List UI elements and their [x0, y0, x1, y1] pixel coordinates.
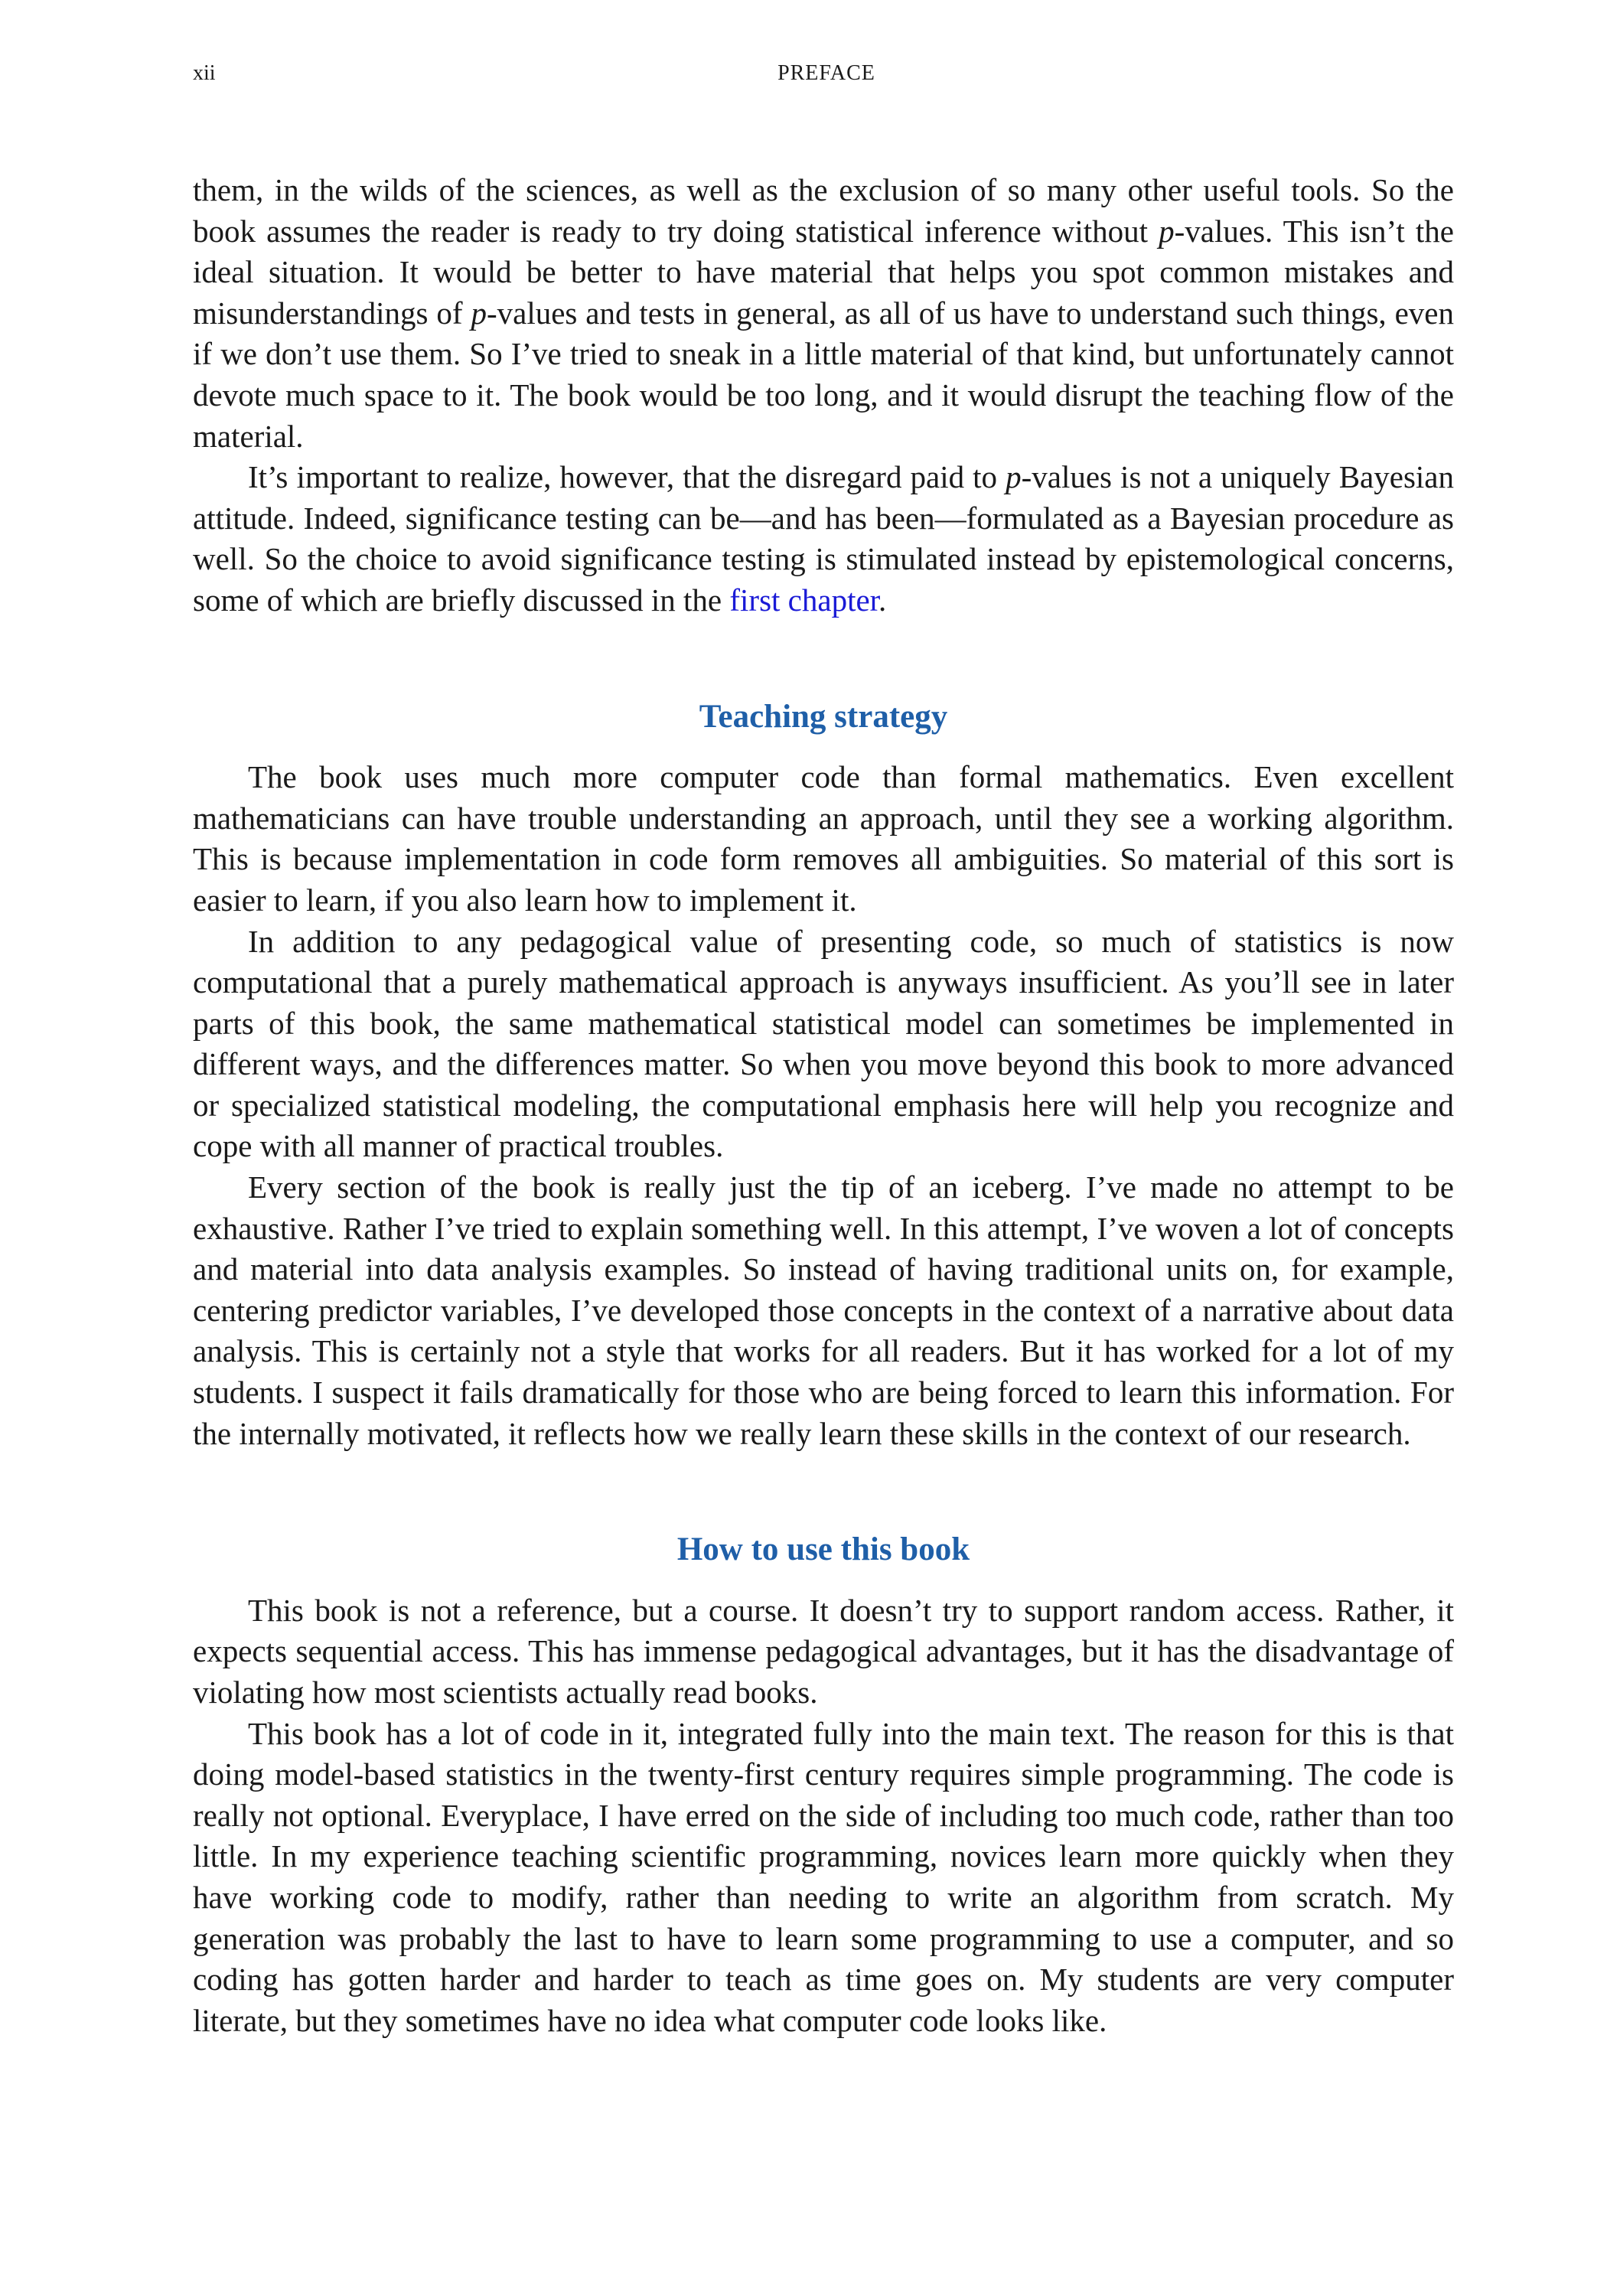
text-run: -values is not a uniquely Bayesian attitude. Indeed, significance testing can be—and has been—formulated as a Bayesian procedure as well. So the choice to avoid significance testing is stimulated instead by epistemological concerns, some of which are briefly discussed in the [193, 459, 1454, 618]
italic-p: p [1006, 459, 1022, 495]
paragraph-teaching-1: The book uses much more computer code than formal mathematics. Even excellent mathematicians can have trouble understanding an approach, until they see a working algorithm. This is because implementation in code form removes all ambiguities. So material of this sort is easier to learn, if you also learn how to implement it. [193, 759, 1454, 918]
paragraph-how-2: This book has a lot of code in it, integrated fully into the main text. The reason for this is that doing model-based statistics in the twenty-first century requires simple programming. The code is really not optional. Everyplace, I have erred on the side of including too much code, rather than too little. In my experience teaching scientific programming, novices learn more quickly when they have working code to modify, rather than needing to write an algorithm from scratch. My generation was probably the last to have to learn some programming to use a computer, and so coding has gotten harder and harder to teach as time goes on. My students are very computer literate, but they sometimes have no idea what computer code looks like. [193, 1715, 1454, 2038]
paragraph-how-1: This book is not a reference, but a course. It doesn’t try to support random access. Rather, it expects sequential access. This has immense pedagogical advantages, but it has the disadvantage of violating how most scientists actually read books. [193, 1592, 1454, 1710]
text-run: -values. This isn’t the ideal situation. It would be better to have material that helps you spot common mistakes and misunderstandings of [193, 213, 1454, 331]
text-run: . [878, 582, 887, 618]
section-heading-teaching-strategy: Teaching strategy [699, 698, 948, 735]
text-run: -values and tests in general, as all of us have to understand such things, even if we don’t use them. So I’ve tried to sneak in a little material of that kind, but unfortunately cannot devote much space to it. The book would be too long, and it would disrupt the teaching flow of the material. [193, 295, 1454, 454]
text-run: It’s important to realize, however, that the disregard paid to [248, 459, 1006, 495]
italic-p: p [1159, 213, 1175, 249]
page-number: xii [193, 61, 216, 85]
section-heading-how-to-use: How to use this book [676, 1531, 970, 1568]
italic-p: p [471, 295, 487, 331]
paragraph-teaching-2: In addition to any pedagogical value of presenting code, so much of statistics is now computational that a purely mathematical approach is anyways insufficient. As you’ll see in later parts of this book, the same mathematical statistical model can sometimes be implemented in different ways, and the differences matter. So when you move beyond this book to more advanced or specialized statistical modeling, the computational emphasis here will help you recognize and cope with all manner of practical troubles. [193, 923, 1454, 1164]
text-run: them, in the wilds of the sciences, as well as the exclusion of so many other useful tools. So the book assumes the reader is ready to try doing statistical inference without [193, 172, 1454, 249]
body-text [193, 170, 1454, 2041]
paragraph-intro-2 [193, 457, 1454, 621]
running-head [193, 58, 1460, 89]
paragraph-teaching-3: Every section of the book is really just the tip of an iceberg. I’ve made no attempt to be exhaustive. Rather I’ve tried to explain something well. In this attempt, I’ve woven a lot of concepts and material into data analysis examples. So instead of having traditional units on, for example, centering predictor variables, I’ve developed those concepts in the context of a narrative about data analysis. This is certainly not a style that works for all readers. But it has worked for a lot of my students. I suspect it fails dramatically for those who are being forced to learn this information. For the internally motivated, it reflects how we really learn these skills in the context of our research. [193, 1169, 1454, 1451]
running-head-title: PREFACE [777, 61, 875, 85]
first-chapter-link[interactable]: first chapter [729, 582, 879, 618]
paragraph-intro-1 [193, 170, 1454, 457]
